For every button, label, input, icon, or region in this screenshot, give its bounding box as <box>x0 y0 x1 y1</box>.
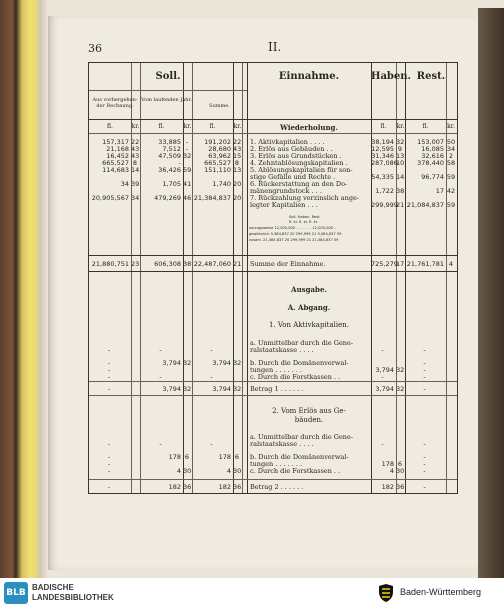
row-line <box>89 271 457 272</box>
cell-ak: 23 <box>131 260 140 268</box>
cell-a: 157,317 <box>102 138 129 146</box>
section1-heading: 1. Von Aktivkapitalien. <box>268 321 350 329</box>
cell-hk: 10 <box>396 159 405 167</box>
cell-dash: - <box>210 440 213 448</box>
cell-dash: - <box>107 346 111 354</box>
cell-ck: 32 <box>233 359 242 367</box>
col-line <box>247 63 248 493</box>
ausgabe-heading: Ausgabe. <box>291 285 327 294</box>
cell-dash: - <box>381 373 384 381</box>
cell-ck: 30 <box>233 467 242 475</box>
cell-r: 96,774 <box>421 173 444 181</box>
cell-c: 21,384,837 <box>193 194 231 202</box>
cell-b: 7,512 <box>162 145 181 153</box>
cell-dash: - <box>107 359 111 367</box>
cell-r: 21,761,781 <box>406 260 444 268</box>
cell-bk: 59 <box>183 166 192 174</box>
cell-a: 114,683 <box>102 166 129 174</box>
cell-b: 47,509 <box>158 152 181 160</box>
subtable-heads: Soll. Haben. Rest. <box>289 215 321 219</box>
cell-c: 191,202 <box>204 138 231 146</box>
cell-b: 178 <box>168 453 181 461</box>
cell-ck: 15 <box>233 152 242 160</box>
unit-kr: kr. <box>233 123 242 130</box>
cell-dash: - <box>381 440 384 448</box>
cell-r: 21,084,837 <box>406 201 444 209</box>
row-label: 7. Rückzahlung verzinslich ange- <box>250 194 360 202</box>
section2-heading-cont: bäuden. <box>294 416 324 424</box>
cell-dash: - <box>210 346 213 354</box>
header-einnahme: Einnahme. <box>278 71 340 82</box>
cell-h: 31,346 <box>371 152 394 160</box>
section2-row-label: c. Durch die Forstkassen . . <box>250 467 341 475</box>
col-line <box>242 63 243 493</box>
cell-h: 725,279 <box>371 260 398 268</box>
cell-ak: 22 <box>131 138 140 146</box>
cell-c: 3,794 <box>212 385 231 393</box>
next-page-edge <box>478 8 504 578</box>
cell-ak: 39 <box>131 180 140 188</box>
cell-a: 34 <box>120 180 129 188</box>
cell-dash: - <box>423 467 426 475</box>
cell-ck: 43 <box>233 145 242 153</box>
ledger-table <box>88 62 458 494</box>
row-label: 1. Aktivkapitalien . . . . <box>250 138 325 146</box>
row-line <box>89 119 457 120</box>
cell-ak: 8 <box>132 159 138 167</box>
unit-fl: fl. <box>158 123 165 130</box>
cell-bk: 6 <box>184 453 190 461</box>
cell-dash: - <box>159 440 162 448</box>
cell-bk: 36 <box>183 483 192 491</box>
cell-dash: - <box>423 373 426 381</box>
cell-h: 182 <box>381 483 394 491</box>
cell-c: 1,740 <box>212 180 231 188</box>
section1-row-label: a. Unmittelbar durch die Gene- <box>250 339 354 347</box>
cell-dash: - <box>423 366 426 374</box>
cell-dash: - <box>210 373 213 381</box>
cell-hk: 36 <box>396 483 405 491</box>
cell-h: 287,086 <box>371 159 398 167</box>
cell-a: 20,905,567 <box>91 194 129 202</box>
row-label: 2. Erlös aus Gebäuden . . <box>250 145 333 153</box>
cell-bk: - <box>185 145 189 153</box>
cell-dash: - <box>107 460 111 468</box>
cell-r: 16,085 <box>421 145 444 153</box>
cell-a: 21,168 <box>106 145 129 153</box>
row-label: 5. Ablösungskapitalien für son- <box>250 166 353 174</box>
cell-c: 182 <box>218 483 231 491</box>
cell-dash: - <box>423 453 426 461</box>
cell-bk: 30 <box>183 467 192 475</box>
subtable-units: fl. kr. fl. kr. fl. kr. <box>289 220 319 224</box>
blb-logo-icon: BLB <box>4 582 28 604</box>
cell-ck: 6 <box>234 453 240 461</box>
section2-row-label: ralstaatskasse . . . . <box>250 440 314 448</box>
cell-hk: 6 <box>397 460 403 468</box>
cell-ck: 20 <box>233 180 242 188</box>
cell-b: 3,794 <box>162 385 181 393</box>
cell-hk: 32 <box>396 138 405 146</box>
unit-fl: fl. <box>380 123 387 130</box>
cell-r: 378,440 <box>417 159 444 167</box>
cell-c: 151,110 <box>204 166 231 174</box>
row-label: 6. Rückerstattung an den Do- <box>250 180 348 188</box>
page-number: 36 <box>88 42 102 55</box>
cell-dash: - <box>423 460 426 468</box>
unit-fl: fl. <box>209 123 216 130</box>
cell-a: 665,527 <box>102 159 129 167</box>
cell-hk: 32 <box>396 385 405 393</box>
header-soll: Soll. <box>155 71 181 82</box>
cell-ck: 22 <box>233 138 242 146</box>
section1-row-label: c. Durch die Forstkassen . . <box>250 373 341 381</box>
cell-ck: 36 <box>233 483 242 491</box>
cell-c: 665,527 <box>204 159 231 167</box>
cell-r: 153,007 <box>417 138 444 146</box>
cell-rk: 4 <box>448 260 454 268</box>
row-line <box>89 90 247 91</box>
row-label: 4. Zehntablösungskapitalien . <box>250 159 348 167</box>
subheader-current: Vom laufenden Jahr. <box>141 97 192 103</box>
subtable-line: zusam. 21,384,837 20 299,999 21 21,084,837 59 <box>249 238 339 242</box>
abgang-heading: A. Abgang. <box>287 303 331 312</box>
section1-row-label: b. Durch die Domänenverwal- <box>250 359 349 367</box>
cell-b: 182 <box>168 483 181 491</box>
cell-dash: - <box>159 346 162 354</box>
cell-b: 3,794 <box>162 359 181 367</box>
header-rest: Rest. <box>416 71 446 82</box>
cell-h: 54,335 <box>371 173 394 181</box>
section1-row-label: ralstaatskasse . . . . <box>250 346 314 354</box>
cell-a: 21,880,751 <box>91 260 129 268</box>
cell-dash: - <box>107 385 111 393</box>
cell-hk: 13 <box>396 152 405 160</box>
section2-row-label: b. Durch die Domänenverwal- <box>250 453 349 461</box>
cell-r: 32,616 <box>421 152 444 160</box>
header-haben: Haben. <box>371 71 412 82</box>
section1-row-label: tungen . . . . . . . <box>250 366 303 374</box>
cell-hk: 9 <box>397 145 403 153</box>
cell-dash: - <box>159 373 162 381</box>
cell-c: 28,680 <box>208 145 231 153</box>
cell-c: 63,962 <box>208 152 231 160</box>
unit-kr: kr. <box>396 123 405 130</box>
subtable-line: gewöhnlich 9,384,837 20 299,999 21 9,084,837 59 <box>249 232 342 236</box>
cell-ak: 43 <box>131 145 140 153</box>
cell-dash: - <box>423 440 426 448</box>
row-line <box>89 255 457 256</box>
library-name: BADISCHE LANDESBIBLIOTHEK <box>32 583 114 602</box>
cell-b: 606,308 <box>154 260 181 268</box>
cell-dash: - <box>423 483 426 491</box>
cell-ck: 13 <box>233 166 242 174</box>
cell-ak: 43 <box>131 152 140 160</box>
cell-hk: 14 <box>396 173 405 181</box>
cell-dash: - <box>423 346 426 354</box>
bw-label: Baden-Württemberg <box>400 587 482 597</box>
cell-rk: 42 <box>446 187 456 195</box>
cell-bk: 32 <box>183 359 192 367</box>
cell-dash: - <box>381 346 384 354</box>
cell-hk: 38 <box>396 187 405 195</box>
cell-bk: 46 <box>183 194 192 202</box>
cell-dash: - <box>107 467 111 475</box>
row-label: 3. Erlös aus Grundstücken . <box>250 152 342 160</box>
cell-hk: 30 <box>396 467 405 475</box>
subheader-sum: Summe. <box>209 103 230 109</box>
cell-h: 38,194 <box>371 138 394 146</box>
wiederholung-heading: Wiederholung. <box>280 123 338 132</box>
betrag2-label: Betrag 2 . . . . . . <box>250 483 304 491</box>
cell-b: 33,885 <box>158 138 181 146</box>
cell-dash: - <box>107 373 111 381</box>
cell-rk: 50 <box>446 138 456 146</box>
cell-hk: 21 <box>396 201 405 209</box>
row-line <box>89 381 457 382</box>
cell-c: 22,487,060 <box>193 260 231 268</box>
cell-r: 17 <box>435 187 444 195</box>
cell-ck: 32 <box>233 385 242 393</box>
cell-b: 36,426 <box>158 166 181 174</box>
cell-dash: - <box>107 453 111 461</box>
cell-dash: - <box>423 385 426 393</box>
unit-fl: fl. <box>107 123 113 130</box>
section2-row-label: a. Unmittelbar durch die Gene- <box>250 433 354 441</box>
cell-a: 16,452 <box>106 152 129 160</box>
cell-c: 3,794 <box>212 359 231 367</box>
row-line <box>89 133 457 134</box>
cell-h: 4 <box>389 467 394 475</box>
subheader-previous: Aus vorhergehen-der Rechnung. <box>92 97 138 109</box>
cell-h: 12,595 <box>371 145 394 153</box>
cell-rk: 2 <box>448 152 454 160</box>
cell-bk: 32 <box>183 152 192 160</box>
betrag1-label: Betrag 1 . . . . . . <box>250 385 304 393</box>
cell-dash: - <box>107 440 111 448</box>
cell-ck: 8 <box>234 159 240 167</box>
unit-kr: kr. <box>183 123 192 130</box>
unit-kr: kr. <box>447 123 455 130</box>
cell-c: 4 <box>226 467 231 475</box>
unit-fl: fl. <box>422 123 429 130</box>
section-heading: II. <box>268 40 282 54</box>
cell-rk: 34 <box>446 145 456 153</box>
cell-dash: - <box>423 359 426 367</box>
unit-kr: kr. <box>131 123 140 130</box>
cell-rk: 58 <box>446 159 456 167</box>
cell-rk: 59 <box>446 173 456 181</box>
cell-bk: 41 <box>183 180 192 188</box>
cell-b: 4 <box>176 467 181 475</box>
cell-rk: 59 <box>446 201 456 209</box>
cell-ak: 14 <box>131 166 140 174</box>
total-label: Summe der Einnahme. <box>250 260 326 268</box>
section2-heading: 2. Vom Erlös aus Ge- <box>272 407 346 415</box>
cell-h: 178 <box>381 460 394 468</box>
footer-bar <box>0 578 504 609</box>
cell-bk: 32 <box>183 385 192 393</box>
row-line <box>89 395 457 396</box>
section2-row-label: tungen . . . . . . . <box>250 460 303 468</box>
cell-dash: - <box>107 366 111 374</box>
cell-ck: 20 <box>233 194 242 202</box>
cell-dash: - <box>107 483 111 491</box>
bw-crest-icon <box>378 584 394 602</box>
cell-ck: 21 <box>233 260 242 268</box>
cell-h: 1,722 <box>375 187 394 195</box>
cell-h: 299,999 <box>371 201 398 209</box>
cell-h: 3,794 <box>375 385 394 393</box>
cell-ak: 34 <box>131 194 140 202</box>
row-label: mänengrundstock . . . <box>250 187 322 195</box>
cell-bk: 38 <box>183 260 192 268</box>
cell-b: 479,269 <box>154 194 181 202</box>
cell-c: 178 <box>218 453 231 461</box>
row-line <box>89 479 457 480</box>
cell-b: 1,705 <box>162 180 181 188</box>
cell-b: - <box>178 159 181 167</box>
cell-hk: 32 <box>396 366 405 374</box>
row-label: legter Kapitalien . . . <box>250 201 318 209</box>
cell-bk: - <box>185 138 189 146</box>
cell-h: 3,794 <box>375 366 394 374</box>
cell-hk: 17 <box>396 260 405 268</box>
subtable-line: vorzugsweise 12,000,000 - . . . . . . 12,000,000 - <box>249 226 336 230</box>
row-label: stige Gefälle und Rechte . <box>250 173 336 181</box>
